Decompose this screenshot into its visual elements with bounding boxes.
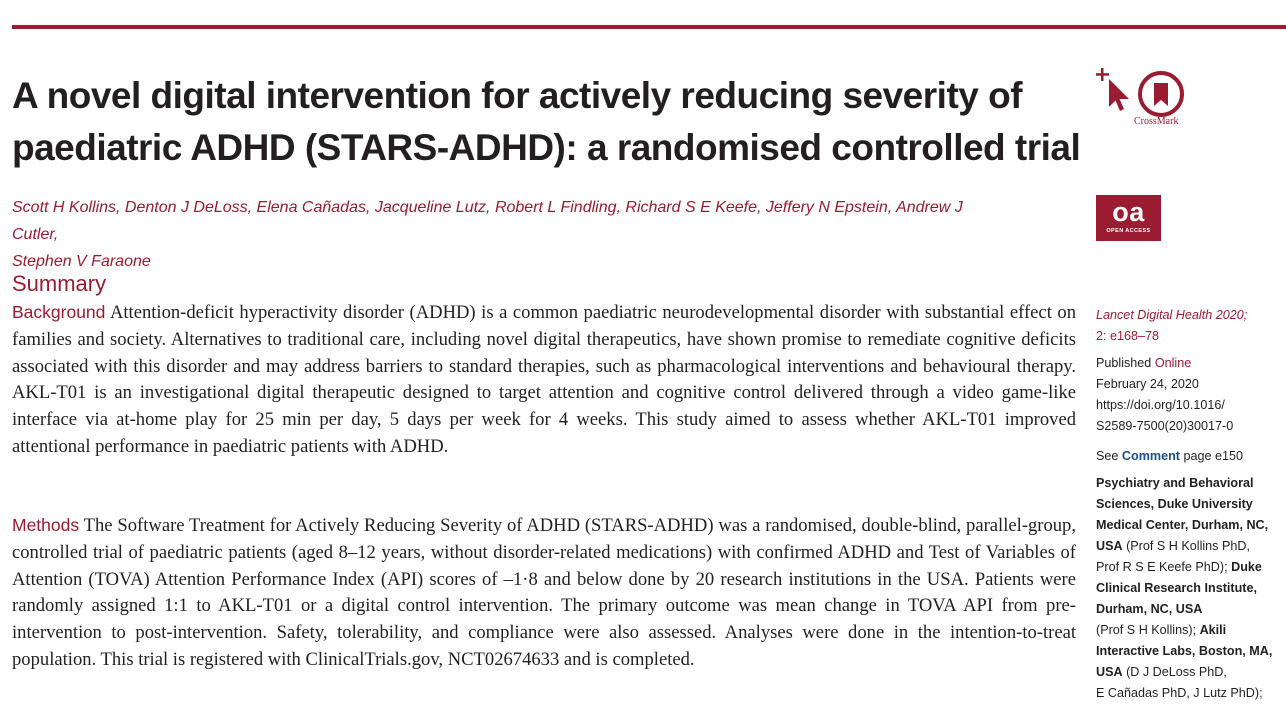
affiliation-institution: Psychiatry and Behavioral: [1096, 476, 1254, 490]
affiliation-line: [1096, 557, 1286, 578]
affiliation-line: [1096, 494, 1286, 515]
affiliation-line: [1096, 620, 1286, 641]
affiliation-institution: Medical Center, Durham, NC,: [1096, 518, 1269, 532]
affiliation-authors: (D J DeLoss PhD,: [1122, 665, 1227, 679]
title-line-2: paediatric ADHD (STARS-ADHD): a randomised controlled trial: [12, 127, 1081, 168]
publication-info: [1096, 353, 1286, 437]
comment-link[interactable]: Comment: [1121, 449, 1180, 463]
affiliation-line: [1096, 578, 1286, 599]
affiliation-authors: (Prof S H Kollins PhD,: [1122, 539, 1250, 553]
affiliation-institution: Durham, NC, USA: [1096, 602, 1203, 616]
affiliation-authors: (Prof S H Kollins);: [1096, 623, 1200, 637]
see-suffix: page e150: [1180, 449, 1244, 463]
affiliation-line: [1096, 599, 1286, 620]
authors-line-1: Scott H Kollins, Denton J DeLoss, Elena Cañadas, Jacqueline Lutz, Robert L Findling, Richard S E Keefe, Jeffery N Epstein, Andrew J Cutler,: [12, 199, 963, 243]
affiliation-institution: Akili: [1199, 623, 1227, 637]
published-date: February 24, 2020: [1096, 377, 1199, 391]
affiliation-line: [1096, 473, 1286, 494]
methods-text: The Software Treatment for Actively Reducing Severity of ADHD (STARS-ADHD) was a randomised, double-blind, parallel-group, controlled trial of paediatric patients (aged 8–12 years, without disorder-related medications) with confirmed ADHD and Test of Variables of Attention (TOVA) Attention Performance Index (API) scores of –1·8 and below done by 20 research institutions in the USA. Patients were randomly assigned 1:1 to AKL-T01 or a digital control intervention. The primary outcome was mean change in TOVA API from pre-intervention to post-intervention. Safety, tolerability, and compliance were also assessed. Analyses were done in the intention-to-treat population. This trial is registered with ClinicalTrials.gov, NCT02674633 and is completed.: [12, 515, 1077, 670]
affiliation-institution: USA: [1096, 665, 1123, 679]
citation: [1096, 305, 1286, 347]
see-prefix: See: [1096, 449, 1122, 463]
published-online: Online: [1154, 356, 1192, 370]
affiliation-institution: Interactive Labs, Boston, MA,: [1096, 644, 1273, 658]
affiliation-line: [1096, 662, 1286, 683]
open-access-logo: oa: [1112, 197, 1145, 227]
affiliation-line: [1096, 515, 1286, 536]
authors-line-2: Stephen V Faraone: [12, 253, 151, 270]
open-access-icon: [1096, 195, 1161, 241]
published-prefix: Published: [1096, 356, 1155, 370]
crossmark-label: CrossMark: [1134, 116, 1179, 127]
affiliations: [1096, 473, 1286, 704]
affiliation-line: [1096, 641, 1286, 662]
doi-line-1[interactable]: https://doi.org/10.1016/: [1096, 398, 1225, 412]
affiliation-line: [1096, 683, 1286, 704]
doi-line-2[interactable]: S2589-7500(20)30017-0: [1096, 419, 1234, 433]
background-text: Attention-deficit hyperactivity disorder (ADHD) is a common paediatric neurodevelopmental disorder with substantial effect on families and society. Alternatives to traditional care, including novel digital therapeutics, have shown promise to remediate cognitive deficits associated with this disorder and may address barriers to standard therapies, such as pharmacological interventions and behavioural therapy. AKL-T01 is an investigational digital therapeutic designed to target attention and cognitive control delivered through a video game-like interface via at-home play for 25 min per day, 5 days per week for 4 weeks. This study aimed to assess whether AKL-T01 improved attentional performance in paediatric patients with ADHD.: [12, 302, 1076, 457]
methods-paragraph: [12, 512, 1076, 674]
affiliation-authors: E Cañadas PhD, J Lutz PhD);: [1096, 686, 1263, 700]
article-title: [12, 70, 1082, 174]
open-access-label: OPEN ACCESS: [1106, 228, 1151, 234]
top-rule: [12, 25, 1286, 29]
methods-label: Methods: [12, 515, 80, 535]
title-line-1: A novel digital intervention for actively reducing severity of: [12, 75, 1023, 116]
affiliation-authors: Prof R S E Keefe PhD);: [1096, 560, 1232, 574]
author-list: [12, 194, 1012, 275]
background-label: Background: [12, 302, 106, 322]
affiliation-institution: Sciences, Duke University: [1096, 497, 1253, 511]
see-comment: [1096, 446, 1286, 467]
affiliation-institution: Duke: [1231, 560, 1262, 574]
background-paragraph: [12, 299, 1076, 461]
citation-line-1: Lancet Digital Health 2020;: [1096, 308, 1248, 322]
affiliation-institution: USA: [1096, 539, 1123, 553]
affiliation-institution: Clinical Research Institute,: [1096, 581, 1257, 595]
summary-heading: Summary: [12, 271, 107, 296]
affiliation-line: [1096, 536, 1286, 557]
citation-line-2: 2: e168–78: [1096, 329, 1160, 343]
